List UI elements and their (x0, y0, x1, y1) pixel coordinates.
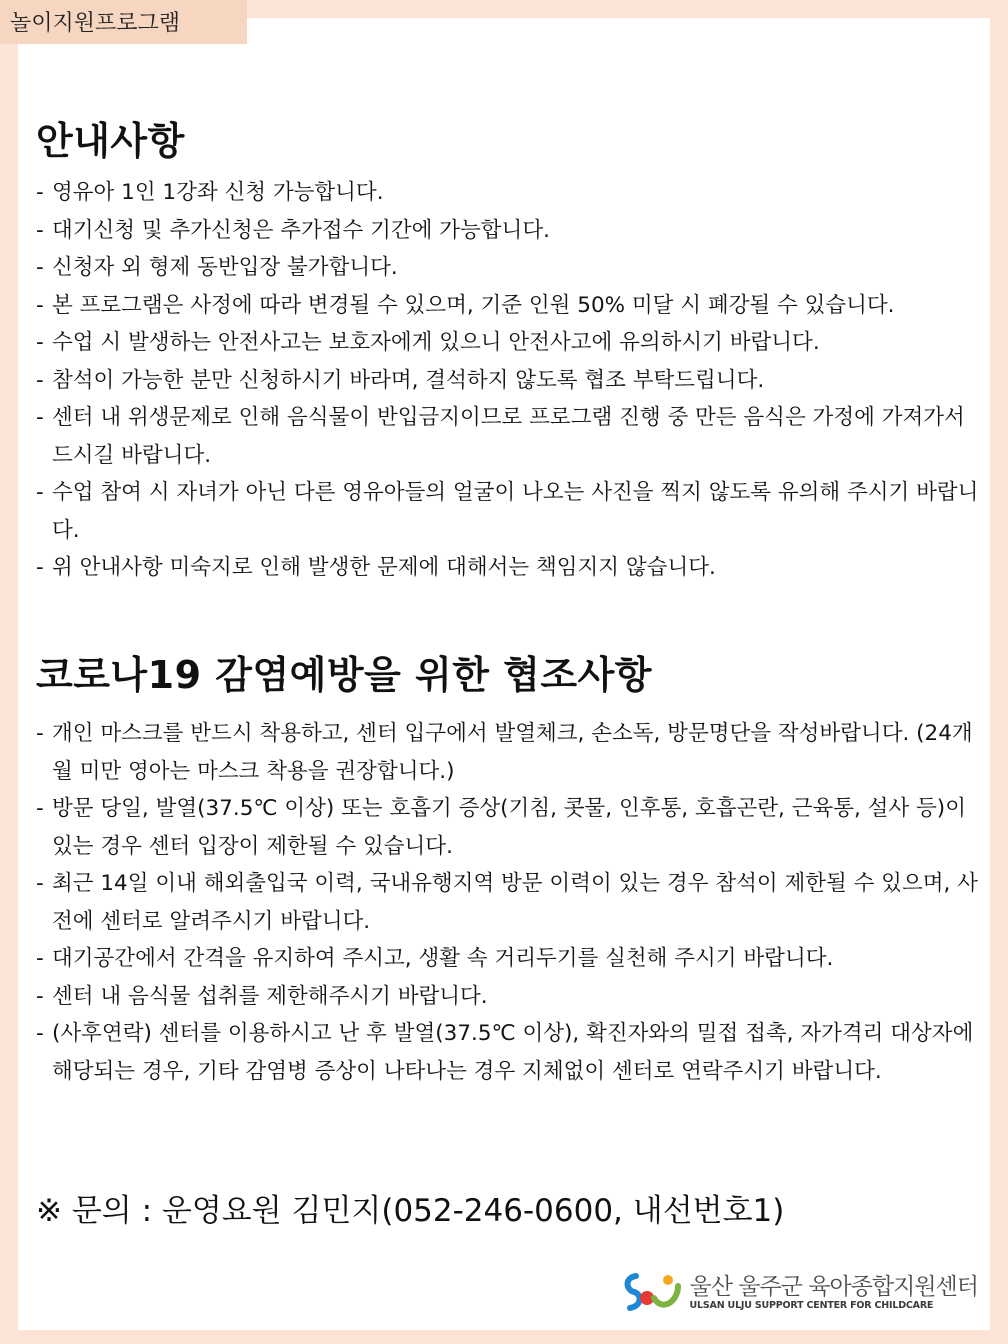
notice-item: - 참석이 가능한 분만 신청하시기 바라며, 결석하지 않도록 협조 부탁드립니다. (34, 362, 979, 400)
center-logo-icon (620, 1268, 684, 1316)
covid-item: - 최근 14일 이내 해외출입국 이력, 국내유행지역 방문 이력이 있는 경우 참석이 제한될 수 있으며, 사전에 센터로 알려주시기 바랍니다. (34, 865, 979, 940)
notice-item: - 수업 시 발생하는 안전사고는 보호자에게 있으니 안전사고에 유의하시기 바랍니다. (34, 324, 979, 362)
notice-item: - 대기신청 및 추가신청은 추가접수 기간에 가능합니다. (34, 212, 979, 250)
notice-item: - 센터 내 위생문제로 인해 음식물이 반입금지이므로 프로그램 진행 중 만든 음식은 가정에 가져가서 드시길 바랍니다. (34, 399, 979, 474)
notice-item: - 위 안내사항 미숙지로 인해 발생한 문제에 대해서는 책임지지 않습니다. (34, 549, 979, 587)
center-logo (620, 1268, 978, 1316)
notice-card (18, 18, 990, 1330)
page-tag: 놀이지원프로그램 (0, 0, 247, 44)
covid-list (34, 715, 979, 1090)
notice-list (34, 174, 979, 587)
covid-item: - 대기공간에서 간격을 유지하여 주시고, 생활 속 거리두기를 실천해 주시기 바랍니다. (34, 940, 979, 978)
covid-item: - (사후연락) 센터를 이용하시고 난 후 발열(37.5℃ 이상), 확진자와의 밀접 접촉, 자가격리 대상자에 해당되는 경우, 기타 감염병 증상이 나타나는 경우 지체없이 센터로 연락주시기 바랍니다. (34, 1015, 979, 1090)
center-name-english: ULSAN ULJU SUPPORT CENTER FOR CHILDCARE (689, 1299, 934, 1311)
notice-item: - 신청자 외 형제 동반입장 불가합니다. (34, 249, 979, 287)
notice-heading: 안내사항 (36, 119, 185, 163)
contact-info: ※ 문의 : 운영요원 김민지(052-246-0600, 내선번호1) (36, 1193, 785, 1229)
notice-item: - 본 프로그램은 사정에 따라 변경될 수 있으며, 기준 인원 50% 미달 시 폐강될 수 있습니다. (34, 287, 979, 325)
notice-item: - 영유아 1인 1강좌 신청 가능합니다. (34, 174, 979, 212)
center-name-korean: 울산 울주군 육아종합지원센터 (689, 1273, 978, 1300)
notice-item: - 수업 참여 시 자녀가 아닌 다른 영유아들의 얼굴이 나오는 사진을 찍지 않도록 유의해 주시기 바랍니다. (34, 474, 979, 549)
covid-item: - 방문 당일, 발열(37.5℃ 이상) 또는 호흡기 증상(기침, 콧물, 인후통, 호흡곤란, 근육통, 설사 등)이 있는 경우 센터 입장이 제한될 수 있습니다. (34, 790, 979, 865)
covid-item: - 센터 내 음식물 섭취를 제한해주시기 바랍니다. (34, 978, 979, 1016)
covid-heading: 코로나19 감염예방을 위한 협조사항 (36, 653, 652, 697)
covid-item: - 개인 마스크를 반드시 착용하고, 센터 입구에서 발열체크, 손소독, 방문명단을 작성바랍니다. (24개월 미만 영아는 마스크 착용을 권장합니다.) (34, 715, 979, 790)
